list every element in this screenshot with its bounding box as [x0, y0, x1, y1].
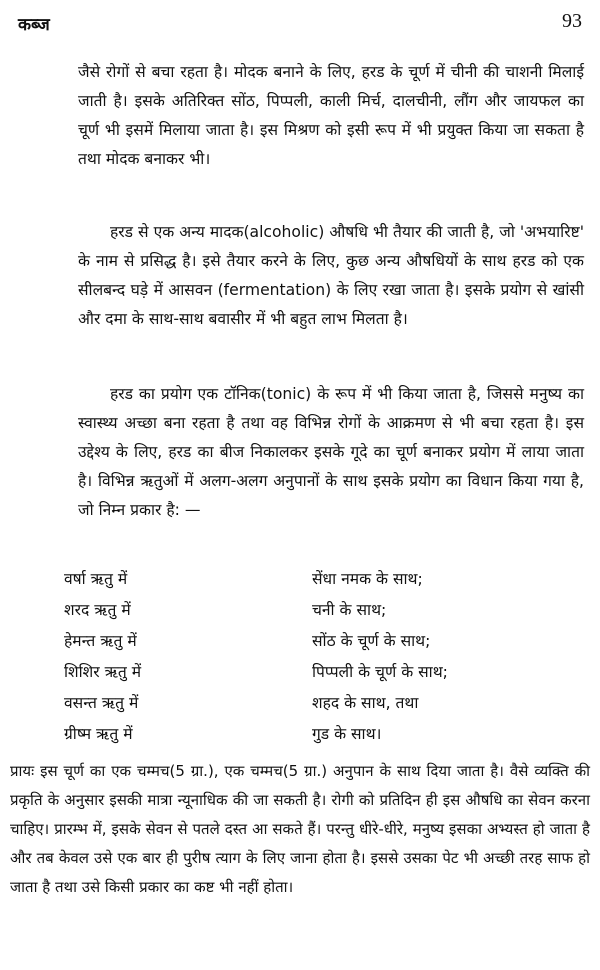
season-cell: शिशिर ऋतु में: [64, 663, 142, 681]
adjuvant-cell: सेंधा नमक के साथ;: [312, 570, 423, 588]
season-cell: ग्रीष्म ऋतु में: [64, 725, 133, 743]
table-row: [64, 688, 584, 719]
season-cell: वर्षा ऋतु में: [64, 570, 128, 588]
chapter-header: कब्ज: [18, 15, 50, 35]
adjuvant-cell: गुड के साथ।: [312, 725, 382, 743]
table-row: [64, 626, 584, 657]
page-number: 93: [562, 10, 582, 32]
paragraph-2-text: हरड से एक अन्य मादक(alcoholic) औषधि भी तैयार की जाती है, जो 'अभयारिष्ट' के नाम से प्रसिद्ध है। इसे तैयार करने के लिए, कुछ अन्य औषधियों के साथ हरड को एक सीलबन्द घड़े में आसवन (fermentation) के लिए रखा जाता है। इसके प्रयोग से खांसी और दमा के साथ-साथ बवासीर में भी बहुत लाभ मिलता है।: [78, 223, 584, 328]
table-row: [64, 564, 584, 595]
paragraph-3-text: हरड का प्रयोग एक टॉनिक(tonic) के रूप में भी किया जाता है, जिससे मनुष्य का स्वास्थ्य अच्छा बना रहता है तथा वह विभिन्न रोगों के आक्रमण से भी बचा रहता है। इस उद्देश्य के लिए, हरड का बीज निकालकर इसके गूदे का चूर्ण बनाकर प्रयोग में लाया जाता है। विभिन्न ऋतुओं में अलग-अलग अनुपानों के साथ इसके प्रयोग का विधान किया गया है, जो निम्न प्रकार है: —: [78, 385, 584, 519]
adjuvant-cell: पिप्पली के चूर्ण के साथ;: [312, 663, 448, 681]
table-row: [64, 657, 584, 688]
adjuvant-cell: सोंठ के चूर्ण के साथ;: [312, 632, 431, 650]
table-row: [64, 719, 584, 750]
paragraph-1: जैसे रोगों से बचा रहता है। मोदक बनाने के लिए, हरड के चूर्ण में चीनी की चाशनी मिलाई जाती है। इसके अतिरिक्त सोंठ, पिप्पली, काली मिर्च, दालचीनी, लौंग और जायफल का चूर्ण भी इसमें मिलाया जाता है। इस मिश्रण को इसी रूप में भी प्रयुक्त किया जा सकता है तथा मोदक बनाकर भी।: [78, 63, 584, 168]
paragraph-4: प्रायः इस चूर्ण का एक चम्मच(5 ग्रा.), एक चम्मच(5 ग्रा.) अनुपान के साथ दिया जाता है। वैसे व्यक्ति की प्रकृति के अनुसार इसकी मात्रा न्यूनाधिक की जा सकती है। रोगी को प्रतिदिन ही इस औषधि का सेवन करना चाहिए। प्रारम्भ में, इसके सेवन से पतले दस्त आ सकते हैं। परन्तु धीरे-धीरे, मनुष्य इसका अभ्यस्त हो जाता है और तब केवल उसे एक बार ही पुरीष त्याग के लिए जाना होता है। इससे उसका पेट भी अच्छी तरह साफ हो जाता है तथा उसे किसी प्रकार का कष्ट भी नहीं होता।: [10, 762, 590, 896]
adjuvant-cell: शहद के साथ, तथा: [312, 694, 419, 712]
season-cell: हेमन्त ऋतु में: [64, 632, 137, 650]
table-row: [64, 595, 584, 626]
season-cell: शरद ऋतु में: [64, 601, 131, 619]
season-cell: वसन्त ऋतु में: [64, 694, 139, 712]
paragraph-3: [78, 380, 584, 525]
adjuvant-cell: चनी के साथ;: [312, 601, 387, 619]
paragraph-2: [78, 218, 584, 334]
season-adjuvant-table: [64, 564, 584, 750]
